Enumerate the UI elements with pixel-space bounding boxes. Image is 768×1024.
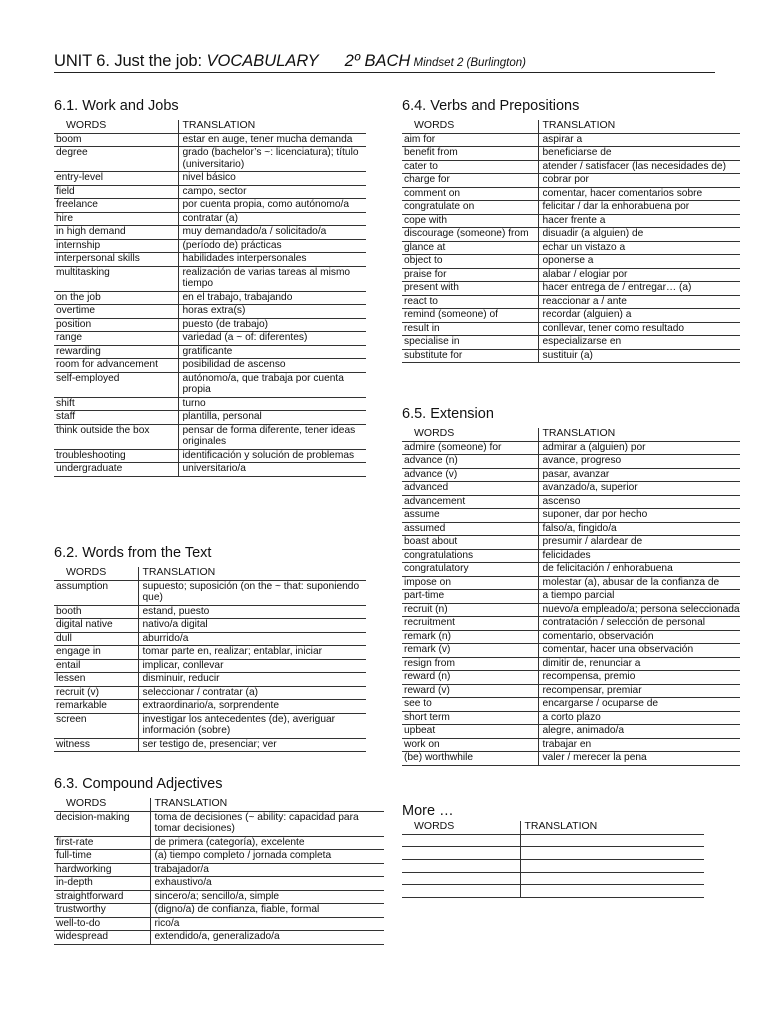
table-row [54,266,366,291]
translation-cell: supuesto; suposición (on the ~ that: suponiendo que) [138,580,366,605]
translation-cell: turno [178,397,366,411]
word-cell: recruit (n) [402,603,538,617]
section-title: 6.1. Work and Jobs [54,98,179,114]
table-row [402,617,740,631]
word-cell: see to [402,698,538,712]
translation-cell: hacer entrega de / entregar… (a) [538,282,740,296]
translation-cell: encargarse / ocuparse de [538,698,740,712]
translation-cell: sustituir (a) [538,349,740,363]
col-header-words: WORDS [402,821,520,834]
translation-cell: toma de decisiones (~ ability: capacidad para tomar decisiones) [150,811,384,836]
translation-cell: nivel básico [178,172,366,186]
table-row [54,424,366,449]
word-cell: lessen [54,673,138,687]
word-cell: range [54,332,178,346]
translation-cell: beneficiarse de [538,147,740,161]
word-cell: room for advancement [54,359,178,373]
translation-cell: avance, progreso [538,455,740,469]
word-cell: advanced [402,482,538,496]
word-cell: impose on [402,576,538,590]
translation-cell: oponerse a [538,255,740,269]
col-header-translation: TRANSLATION [538,428,740,441]
word-cell: remind (someone) of [402,309,538,323]
empty-row [402,885,704,898]
table-row [54,836,384,850]
vocab-table [402,120,740,363]
translation-cell: pensar de forma diferente, tener ideas originales [178,424,366,449]
word-cell: object to [402,255,538,269]
word-cell: congratulate on [402,201,538,215]
empty-row [402,834,704,847]
word-cell: staff [54,411,178,425]
table-row [54,686,366,700]
word-cell: comment on [402,187,538,201]
translation-cell: seleccionar / contratar (a) [138,686,366,700]
table-row [402,725,740,739]
col-header-words: WORDS [54,120,178,133]
table-row [54,411,366,425]
col-header-translation: TRANSLATION [138,567,366,580]
word-cell: short term [402,711,538,725]
table-row [54,619,366,633]
translation-cell: estar en auge, tener mucha demanda [178,133,366,147]
translation-cell: recompensar, premiar [538,684,740,698]
word-cell: congratulatory [402,563,538,577]
translation-cell: aspirar a [538,133,740,147]
word-cell: cater to [402,160,538,174]
translation-cell: comentario, observación [538,630,740,644]
word-cell: upbeat [402,725,538,739]
translation-cell: variedad (a ~ of: diferentes) [178,332,366,346]
table-row [402,174,740,188]
table-row [402,752,740,766]
translation-cell: identificación y solución de problemas [178,449,366,463]
table-row [402,214,740,228]
translation-cell: reaccionar a / ante [538,295,740,309]
section-more [402,803,704,898]
empty-row [402,847,704,860]
table-row [402,336,740,350]
table-row [54,646,366,660]
word-cell: reward (v) [402,684,538,698]
vocab-table [54,120,366,477]
vocab-table [402,428,740,766]
section-verbs-prepositions [402,98,740,363]
word-cell: undergraduate [54,463,178,477]
translation-cell: falso/a, fingido/a [538,522,740,536]
table-row [402,590,740,604]
section-work-jobs [54,98,366,477]
table-row [402,684,740,698]
table-row [54,345,366,359]
table-row [402,268,740,282]
word-cell: boom [54,133,178,147]
word-cell: work on [402,738,538,752]
word-cell: degree [54,147,178,172]
empty-row [402,872,704,885]
table-row [402,201,740,215]
word-cell: aim for [402,133,538,147]
col-header-translation: TRANSLATION [520,821,704,834]
table-row [402,147,740,161]
table-row [402,349,740,363]
col-header-translation: TRANSLATION [538,120,740,133]
translation-cell: puesto (de trabajo) [178,318,366,332]
word-cell: rewarding [54,345,178,359]
more-table [402,821,704,898]
translation-cell: echar un vistazo a [538,241,740,255]
section-title: More … [402,803,454,819]
translation-cell: autónomo/a, que trabaja por cuenta propia [178,372,366,397]
word-cell: result in [402,322,538,336]
table-row [402,455,740,469]
word-cell: (be) worthwhile [402,752,538,766]
table-row [402,160,740,174]
translation-cell: (digno/a) de confianza, fiable, formal [150,904,384,918]
table-row [54,700,366,714]
table-row [402,441,740,455]
translation-cell: plantilla, personal [178,411,366,425]
col-header-words: WORDS [54,798,150,811]
table-row [54,305,366,319]
translation-cell: felicidades [538,549,740,563]
translation-cell: por cuenta propia, como autónomo/a [178,199,366,213]
translation-cell: (período de) prácticas [178,239,366,253]
translation-cell: avanzado/a, superior [538,482,740,496]
word-cell: digital native [54,619,138,633]
translation-cell: aburrido/a [138,632,366,646]
translation-cell: cobrar por [538,174,740,188]
translation-cell: hacer frente a [538,214,740,228]
word-cell: specialise in [402,336,538,350]
book-label: Mindset 2 (Burlington) [410,57,527,69]
table-row [402,563,740,577]
translation-cell: alegre, animado/a [538,725,740,739]
table-row [402,322,740,336]
unit-title: UNIT 6. Just the job: [54,52,207,70]
vocabulary-label: VOCABULARY [206,52,319,70]
level-label: 2º BACH [344,52,411,70]
word-cell: advancement [402,495,538,509]
table-row [54,632,366,646]
word-cell: assumed [402,522,538,536]
translation-cell: a tiempo parcial [538,590,740,604]
translation-cell: disuadir (a alguien) de [538,228,740,242]
word-cell: in high demand [54,226,178,240]
translation-cell: disminuir, reducir [138,673,366,687]
empty-translation-cell [520,834,704,847]
translation-cell: molestar (a), abusar de la confianza de [538,576,740,590]
word-cell: first-rate [54,836,150,850]
table-row [54,372,366,397]
word-cell: straightforward [54,890,150,904]
word-cell: overtime [54,305,178,319]
section-extension [402,406,740,766]
translation-cell: ascenso [538,495,740,509]
table-row [402,282,740,296]
table-row [54,850,384,864]
word-cell: advance (v) [402,468,538,482]
word-cell: in-depth [54,877,150,891]
empty-translation-cell [520,847,704,860]
table-row [54,904,384,918]
table-row [54,291,366,305]
table-row [402,711,740,725]
word-cell: reward (n) [402,671,538,685]
translation-cell: horas extra(s) [178,305,366,319]
empty-row [402,859,704,872]
word-cell: resign from [402,657,538,671]
word-cell: present with [402,282,538,296]
translation-cell: implicar, conllevar [138,659,366,673]
translation-cell: pasar, avanzar [538,468,740,482]
translation-cell: comentar, hacer comentarios sobre [538,187,740,201]
empty-translation-cell [520,859,704,872]
word-cell: self-employed [54,372,178,397]
translation-cell: en el trabajo, trabajando [178,291,366,305]
translation-cell: habilidades interpersonales [178,253,366,267]
table-row [402,549,740,563]
word-cell: engage in [54,646,138,660]
col-header-words: WORDS [402,120,538,133]
word-cell: substitute for [402,349,538,363]
table-row [54,605,366,619]
word-cell: discourage (someone) from [402,228,538,242]
section-title: 6.3. Compound Adjectives [54,776,223,792]
table-row [402,468,740,482]
word-cell: on the job [54,291,178,305]
table-row [54,811,384,836]
table-row [402,482,740,496]
translation-cell: sincero/a; sencillo/a, simple [150,890,384,904]
table-row [54,332,366,346]
word-cell: admire (someone) for [402,441,538,455]
table-row [54,199,366,213]
table-row [402,295,740,309]
section-title: 6.5. Extension [402,406,494,422]
translation-cell: (a) tiempo completo / jornada completa [150,850,384,864]
word-cell: recruit (v) [54,686,138,700]
translation-cell: atender / satisfacer (las necesidades de) [538,160,740,174]
translation-cell: estand, puesto [138,605,366,619]
word-cell: well-to-do [54,917,150,931]
page-header [54,52,715,73]
word-cell: cope with [402,214,538,228]
word-cell: think outside the box [54,424,178,449]
table-row [54,713,366,738]
translation-cell: de primera (categoría), excelente [150,836,384,850]
table-row [402,255,740,269]
table-row [402,495,740,509]
table-row [54,659,366,673]
table-row [402,671,740,685]
table-row [402,228,740,242]
word-cell: assumption [54,580,138,605]
empty-translation-cell [520,872,704,885]
translation-cell: extendido/a, generalizado/a [150,931,384,945]
section-title: 6.4. Verbs and Prepositions [402,98,580,114]
table-row [54,449,366,463]
table-row [402,187,740,201]
table-row [402,133,740,147]
word-cell: freelance [54,199,178,213]
word-cell: praise for [402,268,538,282]
table-row [54,917,384,931]
translation-cell: extraordinario/a, sorprendente [138,700,366,714]
translation-cell: investigar los antecedentes (de), averiguar información (sobre) [138,713,366,738]
table-row [54,359,366,373]
empty-word-cell [402,847,520,860]
translation-cell: felicitar / dar la enhorabuena por [538,201,740,215]
word-cell: benefit from [402,147,538,161]
translation-cell: contratación / selección de personal [538,617,740,631]
word-cell: remarkable [54,700,138,714]
empty-translation-cell [520,885,704,898]
translation-cell: contratar (a) [178,212,366,226]
word-cell: congratulations [402,549,538,563]
translation-cell: trabajar en [538,738,740,752]
translation-cell: a corto plazo [538,711,740,725]
translation-cell: recordar (alguien) a [538,309,740,323]
translation-cell: valer / merecer la pena [538,752,740,766]
table-row [402,576,740,590]
translation-cell: alabar / elogiar por [538,268,740,282]
word-cell: troubleshooting [54,449,178,463]
col-header-translation: TRANSLATION [150,798,384,811]
vocab-table [54,567,366,752]
table-row [402,630,740,644]
word-cell: react to [402,295,538,309]
translation-cell: gratificante [178,345,366,359]
table-row [54,185,366,199]
word-cell: advance (n) [402,455,538,469]
translation-cell: grado (bachelor’s ~: licenciatura); título (universitario) [178,147,366,172]
translation-cell: presumir / alardear de [538,536,740,550]
table-row [54,239,366,253]
table-row [402,657,740,671]
word-cell: assume [402,509,538,523]
table-row [54,147,366,172]
translation-cell: admirar a (alguien) por [538,441,740,455]
translation-cell: rico/a [150,917,384,931]
word-cell: screen [54,713,138,738]
word-cell: hire [54,212,178,226]
word-cell: dull [54,632,138,646]
word-cell: part-time [402,590,538,604]
word-cell: entail [54,659,138,673]
word-cell: internship [54,239,178,253]
table-row [54,397,366,411]
word-cell: shift [54,397,178,411]
translation-cell: exhaustivo/a [150,877,384,891]
word-cell: remark (v) [402,644,538,658]
word-cell: widespread [54,931,150,945]
translation-cell: campo, sector [178,185,366,199]
word-cell: hardworking [54,863,150,877]
word-cell: multitasking [54,266,178,291]
col-header-words: WORDS [54,567,138,580]
word-cell: full-time [54,850,150,864]
table-row [402,536,740,550]
table-row [54,318,366,332]
word-cell: booth [54,605,138,619]
table-row [54,580,366,605]
translation-cell: nativo/a digital [138,619,366,633]
word-cell: charge for [402,174,538,188]
translation-cell: de felicitación / enhorabuena [538,563,740,577]
word-cell: witness [54,738,138,752]
section-compound-adjectives [54,776,384,945]
table-row [54,738,366,752]
empty-word-cell [402,885,520,898]
table-row [54,673,366,687]
table-row [54,133,366,147]
word-cell: boast about [402,536,538,550]
translation-cell: muy demandado/a / solicitado/a [178,226,366,240]
translation-cell: especializarse en [538,336,740,350]
translation-cell: tomar parte en, realizar; entablar, iniciar [138,646,366,660]
table-row [402,698,740,712]
word-cell: entry-level [54,172,178,186]
translation-cell: dimitir de, renunciar a [538,657,740,671]
table-row [54,931,384,945]
word-cell: interpersonal skills [54,253,178,267]
translation-cell: recompensa, premio [538,671,740,685]
translation-cell: ser testigo de, presenciar; ver [138,738,366,752]
word-cell: remark (n) [402,630,538,644]
table-row [54,172,366,186]
table-row [54,863,384,877]
word-cell: field [54,185,178,199]
table-row [54,463,366,477]
col-header-words: WORDS [402,428,538,441]
translation-cell: posibilidad de ascenso [178,359,366,373]
section-title: 6.2. Words from the Text [54,545,212,561]
table-row [402,644,740,658]
section-words-text [54,545,366,752]
table-row [402,603,740,617]
translation-cell: conllevar, tener como resultado [538,322,740,336]
translation-cell: realización de varias tareas al mismo tiempo [178,266,366,291]
table-row [54,877,384,891]
table-row [54,253,366,267]
translation-cell: trabajador/a [150,863,384,877]
empty-word-cell [402,859,520,872]
empty-word-cell [402,834,520,847]
translation-cell: comentar, hacer una observación [538,644,740,658]
table-row [402,509,740,523]
table-row [54,226,366,240]
table-row [402,522,740,536]
table-row [402,241,740,255]
word-cell: glance at [402,241,538,255]
translation-cell: universitario/a [178,463,366,477]
vocab-table [54,798,384,945]
col-header-translation: TRANSLATION [178,120,366,133]
table-row [54,890,384,904]
translation-cell: suponer, dar por hecho [538,509,740,523]
table-row [54,212,366,226]
empty-word-cell [402,872,520,885]
word-cell: decision-making [54,811,150,836]
table-row [402,309,740,323]
translation-cell: nuevo/a empleado/a; persona seleccionada [538,603,740,617]
word-cell: trustworthy [54,904,150,918]
word-cell: position [54,318,178,332]
table-row [402,738,740,752]
word-cell: recruitment [402,617,538,631]
